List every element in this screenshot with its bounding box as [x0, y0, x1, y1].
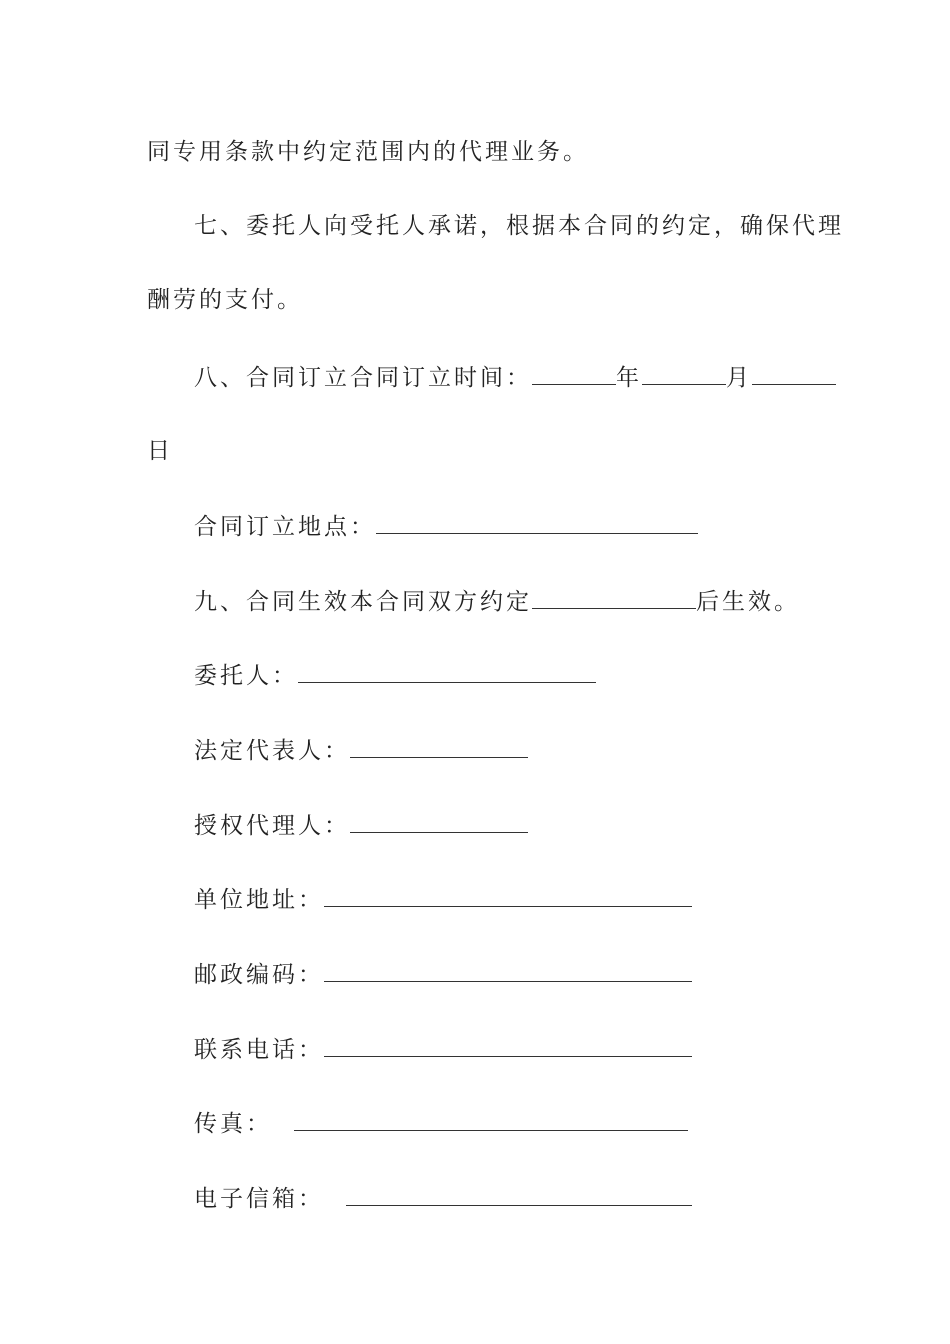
effect-condition-blank[interactable]	[532, 586, 696, 609]
fax-label: 传真：	[194, 1111, 272, 1137]
clause-seven: 七、委托人向受托人承诺，根据本合同的约定，确保代理	[194, 213, 844, 239]
phone-row	[194, 1034, 692, 1065]
day-label: 日	[147, 438, 173, 464]
principal-label: 委托人：	[194, 663, 298, 689]
year-label: 年	[616, 365, 642, 391]
phone-blank[interactable]	[324, 1034, 692, 1057]
month-blank[interactable]	[642, 362, 726, 385]
address-label: 单位地址：	[194, 887, 324, 913]
clause-nine	[194, 586, 800, 617]
phone-label: 联系电话：	[194, 1037, 324, 1063]
agent-blank[interactable]	[350, 810, 528, 833]
email-row	[194, 1183, 692, 1214]
signing-place-blank[interactable]	[376, 511, 698, 534]
signing-time-label: 八、合同订立合同订立时间：	[194, 365, 532, 391]
legal-rep-label: 法定代表人：	[194, 738, 350, 764]
principal-blank[interactable]	[298, 660, 596, 683]
email-label: 电子信箱：	[194, 1186, 324, 1212]
effect-prefix: 九、合同生效本合同双方约定	[194, 589, 532, 615]
address-row	[194, 884, 692, 915]
fax-row	[194, 1108, 688, 1139]
legal-rep-blank[interactable]	[350, 735, 528, 758]
paragraph-line: 同专用条款中约定范围内的代理业务。	[147, 139, 589, 165]
effect-suffix: 后生效。	[696, 589, 800, 615]
paragraph-line: 酬劳的支付。	[147, 287, 303, 313]
month-label: 月	[726, 365, 752, 391]
clause-eight	[194, 362, 836, 393]
day-blank[interactable]	[752, 362, 836, 385]
postcode-label: 邮政编码：	[194, 962, 324, 988]
agent-row	[194, 810, 528, 841]
postcode-blank[interactable]	[324, 959, 692, 982]
legal-rep-row	[194, 735, 528, 766]
email-blank[interactable]	[346, 1183, 692, 1206]
signing-place-row	[194, 511, 698, 542]
signing-place-label: 合同订立地点：	[194, 514, 376, 540]
address-blank[interactable]	[324, 884, 692, 907]
postcode-row	[194, 959, 692, 990]
principal-row	[194, 660, 596, 691]
agent-label: 授权代理人：	[194, 813, 350, 839]
year-blank[interactable]	[532, 362, 616, 385]
fax-blank[interactable]	[294, 1108, 688, 1131]
